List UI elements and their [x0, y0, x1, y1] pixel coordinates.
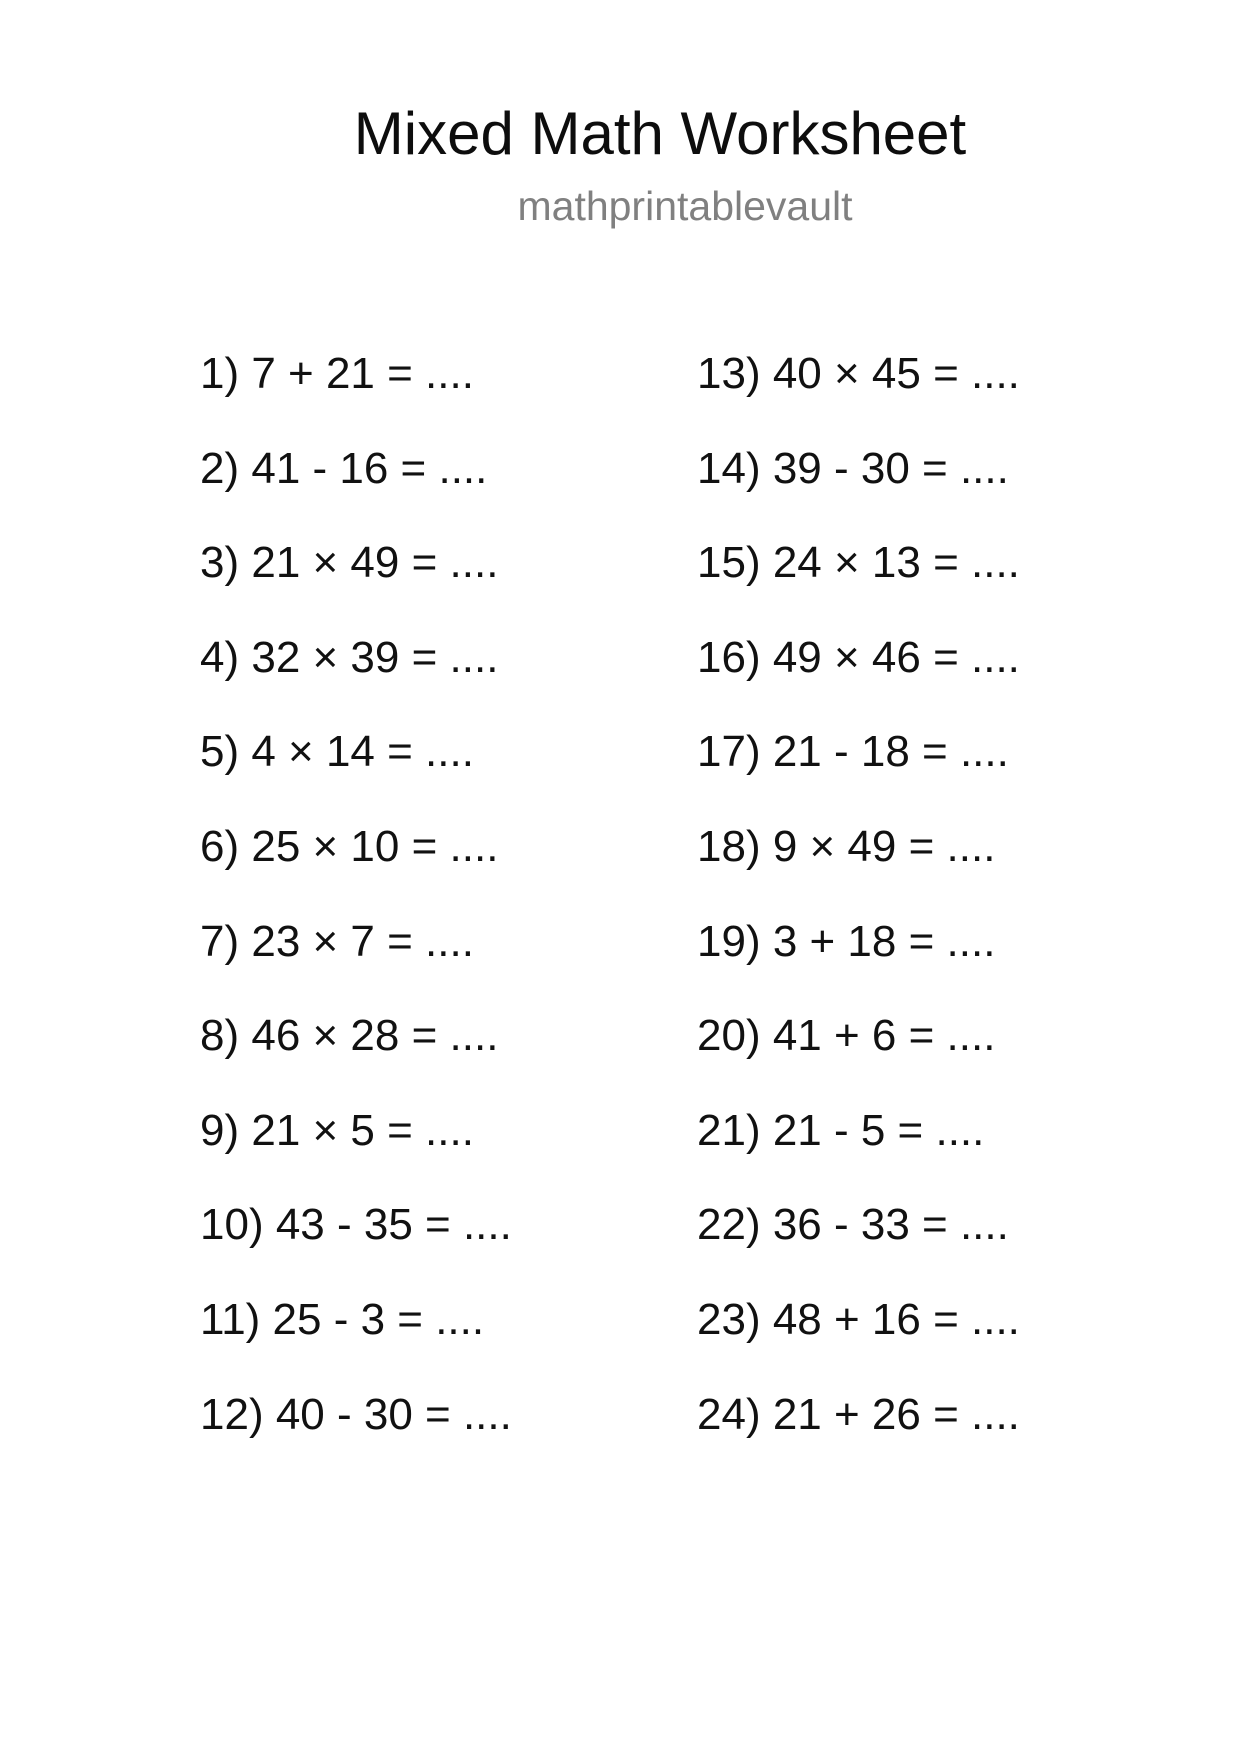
problem-2: 2) 41 - 16 = ....: [200, 443, 488, 493]
problem-14: 14) 39 - 30 = ....: [697, 443, 1009, 493]
problem-21: 21) 21 - 5 = ....: [697, 1105, 985, 1155]
problem-3: 3) 21 × 49 = ....: [200, 538, 499, 588]
problem-24: 24) 21 + 26 = ....: [697, 1389, 1020, 1439]
problem-15: 15) 24 × 13 = ....: [697, 538, 1020, 588]
problem-17: 17) 21 - 18 = ....: [697, 727, 1009, 777]
problem-6: 6) 25 × 10 = ....: [200, 821, 499, 871]
problem-20: 20) 41 + 6 = ....: [697, 1011, 996, 1061]
problem-4: 4) 32 × 39 = ....: [200, 632, 499, 682]
problem-5: 5) 4 × 14 = ....: [200, 727, 474, 777]
problem-1: 1) 7 + 21 = ....: [200, 349, 474, 398]
problem-9: 9) 21 × 5 = ....: [200, 1105, 474, 1155]
page-subtitle: mathprintablevault: [517, 183, 853, 229]
problem-13: 13) 40 × 45 = ....: [697, 349, 1020, 398]
problem-23: 23) 48 + 16 = ....: [697, 1294, 1020, 1344]
problem-7: 7) 23 × 7 = ....: [200, 916, 474, 966]
page-title: Mixed Math Worksheet: [353, 100, 967, 167]
problem-8: 8) 46 × 28 = ....: [200, 1011, 499, 1061]
problem-column-left: [200, 348, 660, 1483]
problem-column-right: [697, 348, 1157, 1483]
problem-11: 11) 25 - 3 = ....: [200, 1294, 485, 1344]
problem-22: 22) 36 - 33 = ....: [697, 1200, 1009, 1250]
problem-19: 19) 3 + 18 = ....: [697, 916, 996, 966]
problem-12: 12) 40 - 30 = ....: [200, 1389, 512, 1439]
problem-18: 18) 9 × 49 = ....: [697, 821, 996, 871]
problem-10: 10) 43 - 35 = ....: [200, 1200, 512, 1250]
problem-16: 16) 49 × 46 = ....: [697, 632, 1020, 682]
